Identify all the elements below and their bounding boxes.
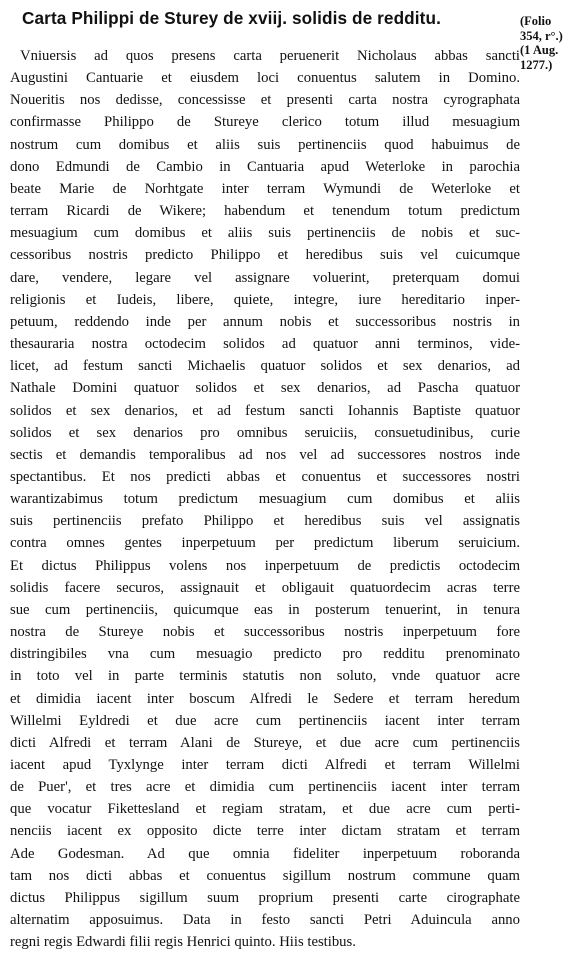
- text-line: warantizabimus totum predictum mesuagium cum domibus et aliis: [10, 491, 520, 508]
- text-line: dictus Philippus sigillum suum proprium presenti carte cirographate: [10, 889, 520, 906]
- text-line: solidos et sex denarios, et ad festum sancti Iohannis Baptiste quatuor: [10, 402, 520, 419]
- text-line: religionis et Iudeis, libere, quiete, integre, iure hereditario inper-: [10, 291, 520, 308]
- text-line: contra omnes gentes inperpetuum per predictum liberum seruicium.: [10, 535, 520, 552]
- text-line: Et dictus Philippus volens nos inperpetuum de predictis octodecim: [10, 557, 520, 574]
- charter-title: Carta Philippi de Sturey de xviij. solidis de redditu.: [22, 8, 441, 28]
- text-line: cessoribus nostris predicto Philippo et heredibus suis vel cuicumque: [10, 247, 520, 264]
- margin-note-line: (Folio: [520, 14, 552, 28]
- text-line: et dimidia iacent inter boscum Alfredi le Sedere et terram heredum: [10, 690, 520, 707]
- text-line: petuum, reddendo inde per annum nobis et successoribus nostris in: [10, 313, 520, 330]
- text-line: dono Edmundi de Cambio in Cantuaria apud Weterloke in parochia: [10, 158, 520, 175]
- charter-body-text: [10, 45, 520, 953]
- text-line: iacent apud Tyxlynge inter terram dicti Alfredi et terram Willelmi: [10, 757, 520, 773]
- text-line: regni regis Edwardi filii regis Henrici quinto. Hiis testibus.: [10, 934, 356, 951]
- text-line: dare, vendere, legare vel assignare voluerint, preterquam domui: [10, 269, 520, 286]
- text-line: nostrum cum domibus et aliis suis pertinenciis quod habuimus de: [10, 136, 520, 153]
- text-line: de Puer', et tres acre et dimidia cum pertinenciis iacent inter terram: [10, 779, 520, 796]
- text-line: tam nos dicti abbas et conuentus sigillum nostrum commune quam: [10, 867, 520, 884]
- text-line: thesauraria nostra octodecim solidos ad quatuor anni terminos, vide-: [10, 336, 520, 353]
- text-line: beate Marie de Norhtgate inter terram Wymundi de Weterloke et: [10, 180, 520, 197]
- text-line: solidos et sex denarios pro omnibus seruiciis, consuetudinibus, curie: [10, 424, 520, 441]
- text-line: Willelmi Eyldredi et due acre cum pertinenciis iacent inter terram: [10, 712, 520, 729]
- text-line: nenciis iacent ex opposito dicte terre inter dictam stratam et terram: [10, 823, 520, 840]
- text-line: spectantibus. Et nos predicti abbas et conuentus et successores nostri: [10, 468, 520, 485]
- text-line: in toto vel in parte terminis statutis non soluto, vnde quatuor acre: [10, 668, 520, 685]
- text-line: terram Ricardi de Wikere; habendum et tenendum totum predictum: [10, 203, 520, 220]
- text-line: alternatim apposuimus. Data in festo sancti Petri Aduincula anno: [10, 912, 520, 929]
- text-line: nostra de Stureye nobis et successoribus nostris inperpetuum fore: [10, 624, 520, 641]
- margin-note-line: 1277.): [520, 57, 553, 72]
- margin-reference-note: [520, 14, 575, 72]
- text-line: solidis facere securos, assignauit et obligauit quatuordecim acras terre: [10, 579, 520, 596]
- text-line: Ade Godesman. Ad que omnia fideliter inperpetuum roboranda: [10, 845, 520, 862]
- text-line: Augustini Cantuarie et eiusdem loci conuentus salutem in Domino.: [10, 70, 520, 87]
- text-line: distringibiles vna cum mesuagio predicto pro redditu prenominato: [10, 646, 520, 663]
- text-line: Noueritis nos dedisse, concessisse et presenti carta nostra cyrographata: [10, 92, 520, 109]
- margin-note-line: 354, r°.): [520, 28, 563, 43]
- text-line: mesuagium cum domibus et aliis suis pertinenciis de nobis et suc-: [10, 225, 520, 242]
- text-line: sue cum pertinenciis, quicumque eas in posterum tenuerint, in tenura: [10, 601, 520, 618]
- text-line: sectis et demandis temporalibus ad nos vel ad successores nostros inde: [10, 446, 520, 463]
- margin-note-line: (1 Aug.: [520, 43, 559, 58]
- text-line: Nathale Domini quatuor solidos et sex denarios, ad Pascha quatuor: [10, 380, 520, 397]
- text-line: suis pertinenciis prefato Philippo et heredibus suis vel assignatis: [10, 513, 520, 530]
- text-line: licet, ad festum sancti Michaelis quatuor solidos et sex denarios, ad: [10, 358, 520, 375]
- text-line: Vniuersis ad quos presens carta peruenerit Nicholaus abbas sancti: [20, 48, 520, 64]
- text-line: confirmasse Philippo de Stureye clerico totum illud mesuagium: [10, 114, 520, 131]
- text-line: dicti Alfredi et terram Alani de Stureye, et due acre cum pertinenciis: [10, 734, 520, 751]
- text-line: que vocatur Fikettesland et regiam stratam, et due acre cum perti-: [10, 801, 520, 818]
